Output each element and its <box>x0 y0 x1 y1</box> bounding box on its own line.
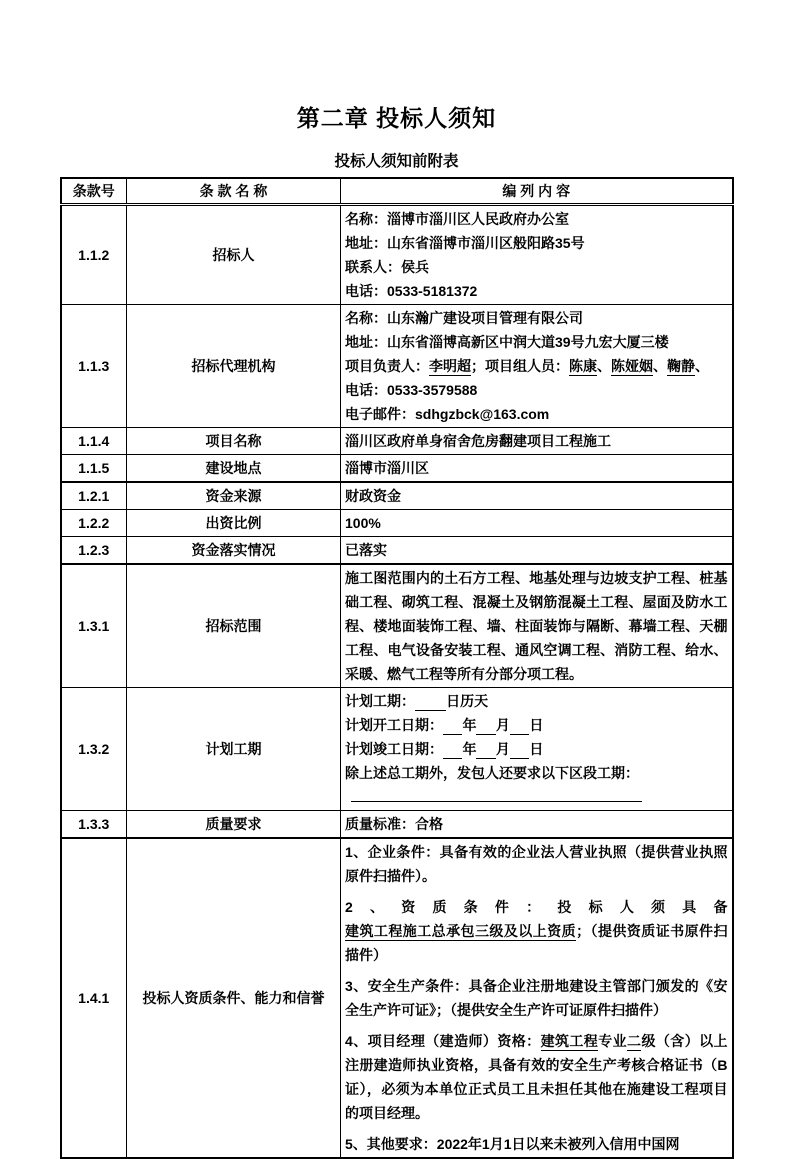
text-segment: 月 <box>495 716 510 733</box>
text-segment: 电话：0533-5181372 <box>345 282 478 299</box>
text-segment: 月 <box>495 740 510 757</box>
text-segment: 项目负责人： <box>345 357 429 374</box>
content-line <box>345 812 728 836</box>
clause-name-cell: 项目名称 <box>127 427 341 454</box>
bidder-notice-table <box>60 177 734 1159</box>
content-line <box>345 402 728 426</box>
text-segment: 2、资质条件：投标人须具备 <box>345 898 728 915</box>
content-cell <box>341 427 733 454</box>
text-segment: 、 <box>653 357 667 374</box>
text-segment: 计划竣工日期： <box>345 740 443 757</box>
table-row <box>61 810 733 838</box>
clause-no-cell: 1.1.5 <box>61 454 127 482</box>
table-row <box>61 687 733 810</box>
content-line <box>345 378 728 402</box>
content-line <box>345 761 728 785</box>
text-segment: 日 <box>529 716 544 733</box>
content-cell <box>341 482 733 510</box>
text-segment: ；项目组人员： <box>471 357 569 374</box>
table-row <box>61 427 733 454</box>
clause-name-cell: 招标范围 <box>127 564 341 688</box>
clause-name-cell: 出资比例 <box>127 509 341 536</box>
table-body <box>61 204 733 1158</box>
table-row <box>61 304 733 427</box>
text-segment: 专业 <box>598 1032 628 1049</box>
blank-underline <box>351 788 642 801</box>
content-line <box>345 207 728 231</box>
content-line <box>345 306 728 330</box>
content-line <box>345 1132 728 1156</box>
content-cell <box>341 838 733 1158</box>
content-line <box>345 566 728 686</box>
clause-no-cell: 1.3.2 <box>61 687 127 810</box>
text-segment: 地址：山东省淄博市淄川区般阳路35号 <box>345 234 585 251</box>
text-segment: 日历天 <box>446 692 489 709</box>
content-line <box>345 429 728 453</box>
header-clause-no: 条款号 <box>61 178 127 204</box>
content-line <box>345 895 728 967</box>
text-segment: 施工图范围内的土石方工程、地基处理与边坡支护工程、桩基础工程、砌筑工程、混凝土及钢筋混凝土工程、屋面及防水工程、楼地面装饰工程、墙、柱面装饰与隔断、幕墙工程、天棚工程、电气设备安装工程、通风空调工程、消防工程、给水、采暖、燃气工程等所有分部分项工程。 <box>345 569 728 682</box>
text-segment: 计划开工日期： <box>345 716 443 733</box>
clause-no-cell: 1.4.1 <box>61 838 127 1158</box>
underlined-text: 鞠静 <box>667 357 695 374</box>
header-clause-name: 条 款 名 称 <box>127 178 341 204</box>
text-segment: 级（含）以上注册建造师执业资格，具备有效的安全生产考核合格证书（B证），必须为本单位正式员工且未担任其他在施建设工程项目的项目经理。 <box>345 1032 728 1121</box>
text-segment: 年 <box>462 716 477 733</box>
content-line <box>345 737 728 761</box>
text-segment: 、 <box>597 357 611 374</box>
text-segment: 质量标准：合格 <box>345 815 443 832</box>
content-line <box>345 689 728 713</box>
text-segment: 名称：淄博市淄川区人民政府办公室 <box>345 210 569 227</box>
underlined-text <box>510 717 529 735</box>
content-line <box>345 330 728 354</box>
underlined-text <box>443 741 462 759</box>
underlined-text: 二 <box>627 1032 642 1049</box>
text-segment: ；（提供资质证书原件扫描件） <box>345 922 728 963</box>
clause-no-cell: 1.2.2 <box>61 509 127 536</box>
content-line <box>345 484 728 508</box>
text-segment: 1、企业条件：具备有效的企业法人营业执照（提供营业执照原件扫描件）。 <box>345 843 728 884</box>
text-segment: 联系人：侯兵 <box>345 258 429 275</box>
underlined-text: 建筑工程施工总承包三级及以上资质 <box>345 922 577 939</box>
clause-name-cell: 质量要求 <box>127 810 341 838</box>
clause-name-cell: 投标人资质条件、能力和信誉 <box>127 838 341 1158</box>
text-segment: 年 <box>462 740 477 757</box>
text-segment: 淄川区政府单身宿舍危房翻建项目工程施工 <box>345 432 611 449</box>
content-line <box>345 538 728 562</box>
text-segment: 4、项目经理（建造师）资格： <box>345 1032 541 1049</box>
content-line <box>345 785 728 809</box>
content-line <box>345 279 728 303</box>
content-cell <box>341 536 733 564</box>
text-segment: 、 <box>695 357 709 374</box>
content-line <box>345 713 728 737</box>
clause-name-cell: 资金落实情况 <box>127 536 341 564</box>
table-row <box>61 838 733 1158</box>
table-row <box>61 536 733 564</box>
underlined-text: 建筑工程 <box>540 1032 599 1049</box>
text-segment: 3、安全生产条件：具备企业注册地建设主管部门颁发的《安全生产许可证》；（提供安全生产许可证原件扫描件） <box>345 977 728 1018</box>
content-line <box>345 255 728 279</box>
content-cell <box>341 687 733 810</box>
content-line <box>345 1029 728 1125</box>
content-cell <box>341 204 733 304</box>
underlined-text <box>510 741 529 759</box>
text-segment: 电话：0533-3579588 <box>345 381 478 398</box>
clause-name-cell: 资金来源 <box>127 482 341 510</box>
page-subtitle: 投标人须知前附表 <box>334 153 459 170</box>
text-segment: 淄博市淄川区 <box>345 459 429 476</box>
content-cell <box>341 304 733 427</box>
content-cell <box>341 454 733 482</box>
text-segment: 财政资金 <box>345 487 401 504</box>
text-segment: 除上述总工期外，发包人还要求以下区段工期： <box>345 764 639 781</box>
text-segment: 地址：山东省淄博高新区中润大道39号九宏大厦三楼 <box>345 333 669 350</box>
underlined-text <box>415 693 446 711</box>
underlined-text: 李明超 <box>429 357 471 374</box>
underlined-text <box>443 717 462 735</box>
header-content: 编 列 内 容 <box>341 178 733 204</box>
text-segment: 计划工期： <box>345 692 415 709</box>
clause-no-cell: 1.3.3 <box>61 810 127 838</box>
content-line <box>345 456 728 480</box>
text-segment: 名称：山东瀚广建设项目管理有限公司 <box>345 309 583 326</box>
content-line <box>345 974 728 1022</box>
text-segment: 日 <box>529 740 544 757</box>
table-row <box>61 509 733 536</box>
content-line <box>345 231 728 255</box>
content-cell <box>341 509 733 536</box>
clause-no-cell: 1.1.4 <box>61 427 127 454</box>
clause-name-cell: 招标人 <box>127 204 341 304</box>
clause-no-cell: 1.1.3 <box>61 304 127 427</box>
table-row <box>61 564 733 688</box>
clause-no-cell: 1.1.2 <box>61 204 127 304</box>
page-title: 第二章 投标人须知 <box>296 105 497 131</box>
table-row <box>61 482 733 510</box>
clause-no-cell: 1.3.1 <box>61 564 127 688</box>
clause-no-cell: 1.2.1 <box>61 482 127 510</box>
underlined-text: 陈康 <box>569 357 597 374</box>
content-line <box>345 511 728 535</box>
text-segment: 电子邮件：sdhgzbck@163.com <box>345 405 550 422</box>
clause-name-cell: 建设地点 <box>127 454 341 482</box>
text-segment: 5、其他要求：2022年1月1日以来未被列入信用中国网 <box>345 1135 680 1152</box>
clause-name-cell: 招标代理机构 <box>127 304 341 427</box>
table-row <box>61 454 733 482</box>
underlined-text: 陈娅姻 <box>611 357 653 374</box>
clause-no-cell: 1.2.3 <box>61 536 127 564</box>
text-segment: 100% <box>345 514 381 531</box>
underlined-text <box>476 717 495 735</box>
clause-name-cell: 计划工期 <box>127 687 341 810</box>
content-cell <box>341 564 733 688</box>
content-cell <box>341 810 733 838</box>
underlined-text <box>476 741 495 759</box>
content-line <box>345 840 728 888</box>
content-line <box>345 354 728 378</box>
table-header <box>61 178 733 204</box>
table-row <box>61 204 733 304</box>
text-segment: 已落实 <box>345 541 387 558</box>
header-row <box>61 178 733 204</box>
